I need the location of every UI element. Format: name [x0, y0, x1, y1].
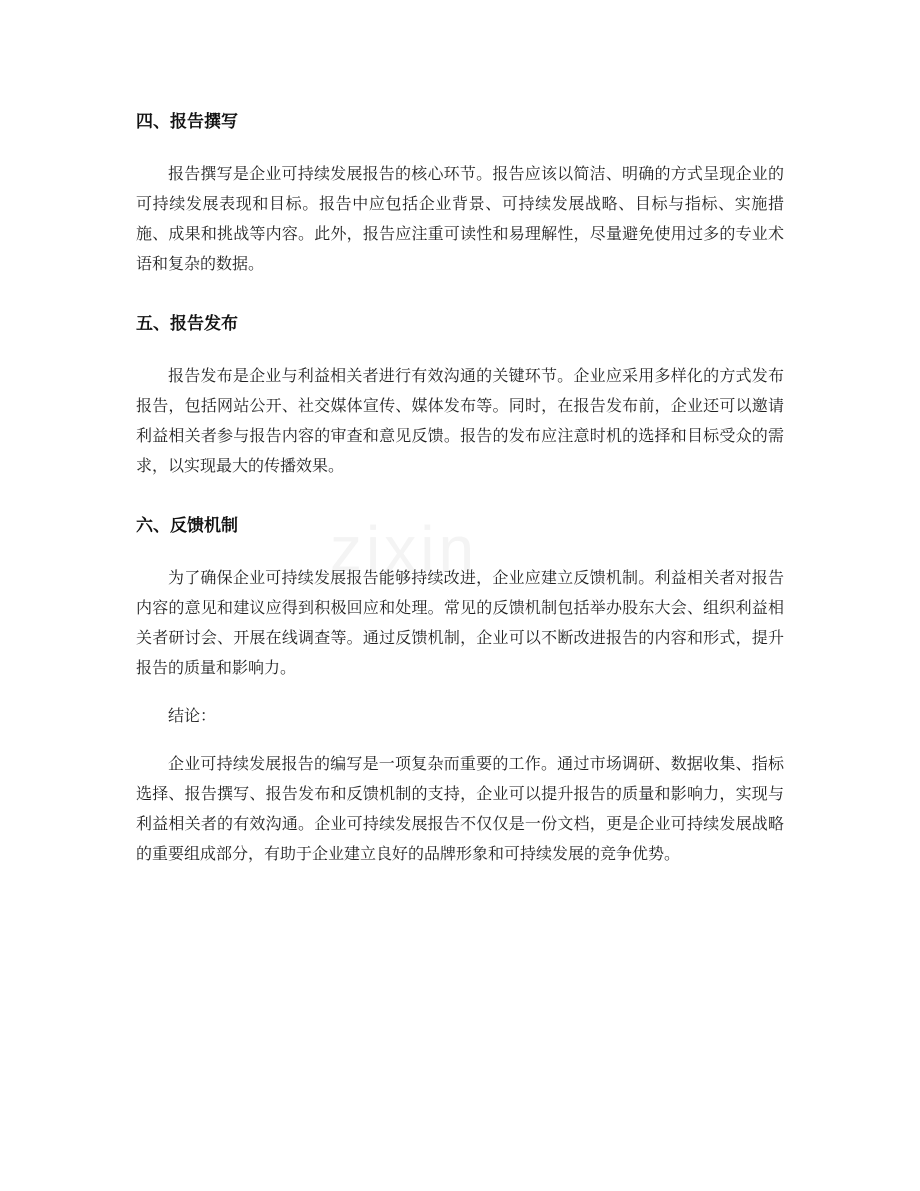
section-heading-4: 四、报告撰写 — [136, 112, 238, 132]
section-paragraph-5: 报告发布是企业与利益相关者进行有效沟通的关键环节。企业应采用多样化的方式发布报告，包括网站公开、社交媒体宣传、媒体发布等。同时，在报告发布前，企业还可以邀请利益相关者参与报告内容的审查和意见反馈。报告的发布应注意时机的选择和目标受众的需求，以实现最大的传播效果。 — [136, 366, 784, 475]
section-heading-5: 五、报告发布 — [136, 314, 238, 334]
section-paragraph-4: 报告撰写是企业可持续发展报告的核心环节。报告应该以简洁、明确的方式呈现企业的可持续发展表现和目标。报告中应包括企业背景、可持续发展战略、目标与指标、实施措施、成果和挑战等内容。此外，报告应注重可读性和易理解性，尽量避免使用过多的专业术语和复杂的数据。 — [136, 164, 784, 273]
conclusion-paragraph: 企业可持续发展报告的编写是一项复杂而重要的工作。通过市场调研、数据收集、指标选择、报告撰写、报告发布和反馈机制的支持，企业可以提升报告的质量和影响力，实现与利益相关者的有效沟通。企业可持续发展报告不仅仅是一份文档，更是企业可持续发展战略的重要组成部分，有助于企业建立良好的品牌形象和可持续发展的竞争优势。 — [136, 754, 784, 863]
conclusion-label: 结论： — [168, 706, 217, 725]
section-paragraph-6: 为了确保企业可持续发展报告能够持续改进，企业应建立反馈机制。利益相关者对报告内容的意见和建议应得到积极回应和处理。常见的反馈机制包括举办股东大会、组织利益相关者研讨会、开展在线调查等。通过反馈机制，企业可以不断改进报告的内容和形式，提升报告的质量和影响力。 — [136, 568, 784, 677]
section-heading-6: 六、反馈机制 — [136, 516, 238, 536]
document-body — [136, 100, 784, 869]
watermark: zixin — [330, 513, 479, 585]
